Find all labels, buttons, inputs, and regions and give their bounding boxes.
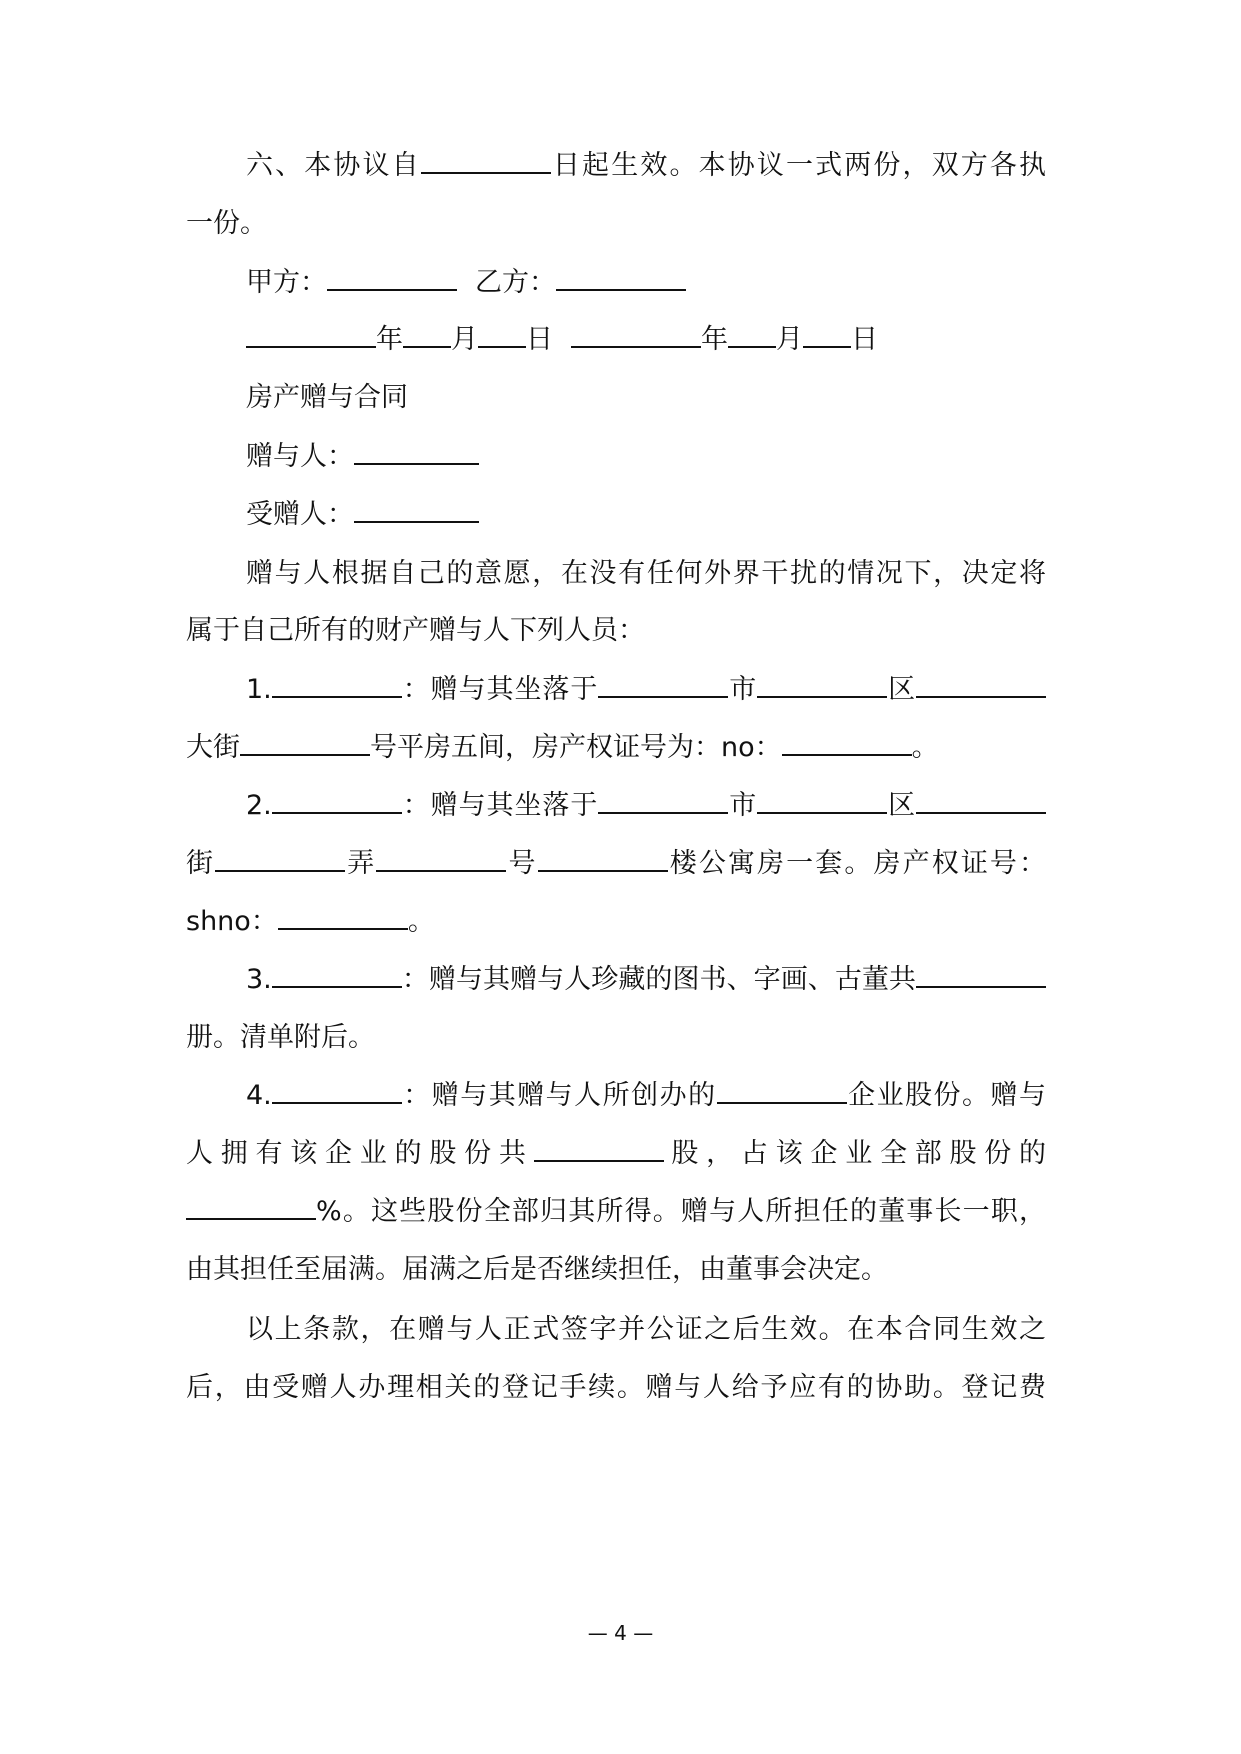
blank-field[interactable] bbox=[538, 844, 668, 872]
recipient-field[interactable] bbox=[354, 495, 479, 523]
item-2-line-1 bbox=[246, 786, 1046, 826]
day-label: 日 bbox=[851, 324, 878, 355]
item-2-line-3 bbox=[186, 902, 1046, 942]
blank-field[interactable] bbox=[186, 1192, 316, 1220]
text-segment: 房产赠与合同 bbox=[246, 382, 408, 413]
blank-field[interactable] bbox=[534, 1134, 664, 1162]
party-a-label: 甲方： bbox=[246, 267, 327, 298]
closing-line-1 bbox=[246, 1310, 1046, 1350]
blank-field[interactable] bbox=[272, 670, 402, 698]
intro-line-1 bbox=[246, 554, 1046, 594]
item-1-line-1 bbox=[246, 670, 1046, 710]
text-segment: 3. bbox=[246, 964, 272, 995]
blank-field[interactable] bbox=[757, 670, 887, 698]
blank-field[interactable] bbox=[916, 960, 1046, 988]
text-segment: 弄 bbox=[345, 848, 377, 879]
year-field[interactable] bbox=[571, 320, 701, 348]
blank-date-field[interactable] bbox=[421, 146, 551, 174]
text-segment: 1. bbox=[246, 674, 272, 705]
blank-field[interactable] bbox=[272, 960, 402, 988]
text-segment: 号平房五间，房产权证号为：no： bbox=[370, 732, 782, 763]
item-4-line-3 bbox=[186, 1192, 1046, 1232]
text-segment: 企业股份。赠与 bbox=[846, 1080, 1047, 1111]
month-label: 月 bbox=[451, 324, 478, 355]
text-segment: 日起生效。本协议一式两份，双方各执 bbox=[550, 150, 1047, 181]
page-number: — 4 — bbox=[587, 1621, 654, 1645]
month-field[interactable] bbox=[403, 320, 451, 348]
item-1-line-2 bbox=[186, 728, 1046, 768]
text-segment: 区 bbox=[887, 790, 917, 821]
intro-line-2 bbox=[186, 611, 1046, 651]
party-b-label: 乙方： bbox=[475, 267, 556, 298]
blank-field[interactable] bbox=[376, 844, 506, 872]
text-segment: 册。清单附后。 bbox=[186, 1022, 375, 1053]
blank-field[interactable] bbox=[757, 786, 887, 814]
closing-line-2 bbox=[186, 1368, 1046, 1408]
text-segment: 赠与人根据自己的意愿，在没有任何外界干扰的情况下，决定将 bbox=[246, 558, 1046, 589]
text-segment: 。 bbox=[911, 732, 939, 763]
text-segment: 人拥有该企业的股份共 bbox=[186, 1138, 534, 1169]
party-b-field[interactable] bbox=[556, 263, 686, 291]
text-segment: 股，占该企业全部股份的 bbox=[663, 1138, 1047, 1169]
year-label: 年 bbox=[701, 324, 728, 355]
item-3-line-1 bbox=[246, 960, 1046, 1000]
blank-field[interactable] bbox=[272, 786, 402, 814]
text-segment: 大街 bbox=[186, 732, 240, 763]
recipient-line bbox=[246, 495, 1046, 535]
blank-field[interactable] bbox=[916, 786, 1046, 814]
blank-field[interactable] bbox=[598, 786, 728, 814]
item-4-line-2 bbox=[186, 1134, 1046, 1174]
blank-field[interactable] bbox=[598, 670, 728, 698]
clause-6-line-2 bbox=[186, 204, 1046, 244]
day-field[interactable] bbox=[478, 320, 526, 348]
text-segment: 由其担任至届满。届满之后是否继续担任，由董事会决定。 bbox=[186, 1254, 888, 1285]
text-segment: 市 bbox=[728, 674, 758, 705]
party-signature-line bbox=[246, 263, 1046, 303]
text-segment: 。 bbox=[407, 906, 435, 937]
text-segment: 楼公寓房一套。房产权证号： bbox=[667, 848, 1047, 879]
blank-field[interactable] bbox=[782, 728, 912, 756]
clause-6-line-1 bbox=[246, 146, 1046, 186]
blank-field[interactable] bbox=[278, 902, 408, 930]
donor-line bbox=[246, 437, 1046, 477]
blank-field[interactable] bbox=[272, 1076, 402, 1104]
text-segment: shno： bbox=[186, 906, 278, 937]
item-3-line-2 bbox=[186, 1018, 1046, 1058]
year-field[interactable] bbox=[246, 320, 376, 348]
text-segment: 后，由受赠人办理相关的登记手续。赠与人给予应有的协助。登记费 bbox=[186, 1372, 1046, 1403]
donor-label: 赠与人： bbox=[246, 441, 354, 472]
text-segment: 六、本协议自 bbox=[246, 150, 421, 181]
day-label: 日 bbox=[526, 324, 553, 355]
text-segment: 一份。 bbox=[186, 208, 267, 239]
text-segment: 以上条款，在赠与人正式签字并公证之后生效。在本合同生效之 bbox=[246, 1314, 1046, 1345]
recipient-label: 受赠人： bbox=[246, 499, 354, 530]
day-field[interactable] bbox=[803, 320, 851, 348]
text-segment: 2. bbox=[246, 790, 272, 821]
text-segment: 4. bbox=[246, 1080, 272, 1111]
text-segment: 属于自己所有的财产赠与人下列人员： bbox=[186, 615, 645, 646]
party-a-field[interactable] bbox=[327, 263, 457, 291]
donor-field[interactable] bbox=[354, 437, 479, 465]
month-field[interactable] bbox=[728, 320, 776, 348]
text-segment: ：赠与其赠与人所创办的 bbox=[401, 1080, 717, 1111]
year-label: 年 bbox=[376, 324, 403, 355]
text-segment: 街 bbox=[186, 848, 216, 879]
text-segment: 区 bbox=[887, 674, 917, 705]
item-2-line-2 bbox=[186, 844, 1046, 884]
item-4-line-4 bbox=[186, 1250, 1046, 1290]
text-segment: ：赠与其坐落于 bbox=[401, 674, 599, 705]
text-segment: ：赠与其坐落于 bbox=[401, 790, 599, 821]
text-segment: %。这些股份全部归其所得。赠与人所担任的董事长一职， bbox=[316, 1196, 1046, 1227]
blank-field[interactable] bbox=[240, 728, 370, 756]
month-label: 月 bbox=[776, 324, 803, 355]
item-4-line-1 bbox=[246, 1076, 1046, 1116]
blank-field[interactable] bbox=[717, 1076, 847, 1104]
text-segment: ：赠与其赠与人珍藏的图书、字画、古董共 bbox=[401, 964, 916, 995]
contract-title bbox=[246, 378, 1046, 418]
blank-field[interactable] bbox=[215, 844, 345, 872]
signature-date-line bbox=[246, 320, 1046, 360]
blank-field[interactable] bbox=[916, 670, 1046, 698]
text-segment: 市 bbox=[728, 790, 758, 821]
text-segment: 号 bbox=[506, 848, 538, 879]
